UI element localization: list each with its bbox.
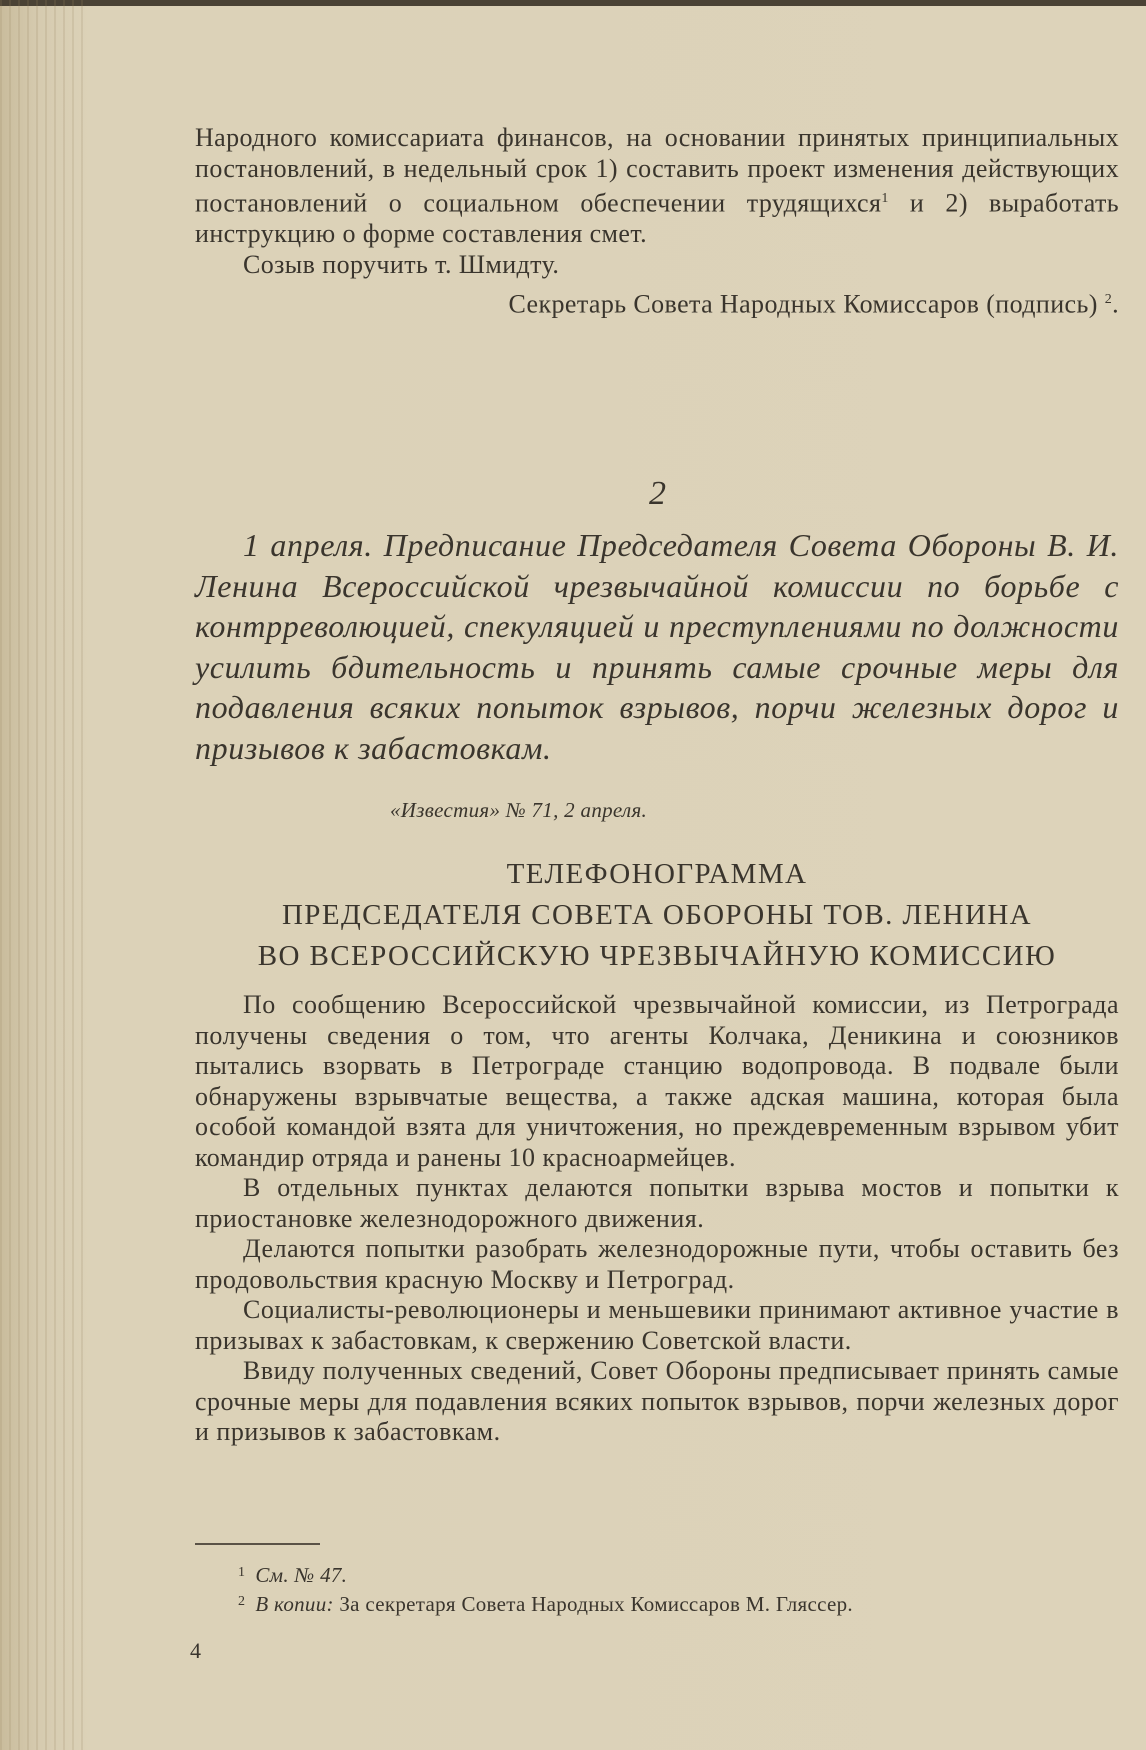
- signature-line: Секретарь Совета Народных Комиссаров (подпись) $^2$.: [508, 289, 1119, 319]
- document-title-line-2: ПРЕДСЕДАТЕЛЯ СОВЕТА ОБОРОНЫ ТОВ. ЛЕНИНА: [281, 899, 1033, 931]
- document-number: 2: [649, 475, 666, 512]
- footnote-mark: 1: [238, 1565, 246, 1580]
- document-title-line-3: ВО ВСЕРОССИЙСКУЮ ЧРЕЗВЫЧАЙНУЮ КОМИССИЮ: [257, 940, 1057, 972]
- body-paragraph: По сообщению Всероссийской чрезвычайной комиссии, из Петрограда получены сведения о том, что агенты Колчака, Деникина и союзников пытались взорвать в Петрограде станцию водопровода. В подвале были обнаружены взрывчатые вещества, а также адская машина, которая была особой командой взята для уничтожения, но преждевременным взрывом убит командир отряда и ранены 10 красноармейцев.: [195, 990, 1119, 1172]
- footnote-label: См. № 47.: [255, 1563, 348, 1587]
- page-number: 4: [190, 1638, 201, 1663]
- document-summary-block: [195, 525, 1119, 768]
- source-citation: «Известия» № 71, 2 апреля.: [390, 798, 648, 822]
- convocation-paragraph: Созыв поручить т. Шмидту.: [243, 249, 560, 279]
- body-paragraph: В отдельных пунктах делаются попытки взрыва мостов и попытки к приостановке железнодорожного движения.: [195, 1173, 1119, 1233]
- footnote-mark: 2: [238, 1594, 246, 1609]
- footnote-ref: 1: [881, 191, 889, 206]
- binding-margin: [0, 0, 90, 1750]
- top-edge: [0, 0, 1146, 6]
- body-paragraph: Социалисты-революционеры и меньшевики принимают активное участие в призывах к забастовкам, к свержению Советской власти.: [195, 1295, 1119, 1355]
- continuation-paragraph: Народного комиссариата финансов, на основании принятых принципиальных постановлений, в недельный срок 1) составить проект изменения действующих постановлений о социальном обеспечении трудящихся$^1$ и 2) выработать инструкцию о форме составления смет.: [195, 123, 1119, 249]
- footnote-ref: 2: [1104, 292, 1113, 308]
- telephonogram-body: [195, 990, 1119, 1448]
- document-title-line-1: ТЕЛЕФОНОГРАММА: [506, 858, 808, 890]
- body-paragraph: Ввиду полученных сведений, Совет Обороны предписывает принять самые срочные меры для подавления всяких попыток взрывов, порчи железных дорог и призывов к забастовкам.: [195, 1356, 1119, 1446]
- continuation-block: [195, 123, 1119, 320]
- document-summary: 1 апреля. Предписание Председателя Совета Обороны В. И. Ленина Всероссийской чрезвычайной комиссии по борьбе с контрреволюцией, спекуляцией и преступлениями по должности усилить бдительность и принять самые срочные меры для подавления всяких попыток взрывов, порчи железных дорог и призывов к забастовкам.: [195, 527, 1119, 766]
- footnote-text: За секретаря Совета Народных Комиссаров М. Гляссер.: [333, 1592, 853, 1616]
- body-paragraph: Делаются попытки разобрать железнодорожные пути, чтобы оставить без продовольствия красную Москву и Петроград.: [195, 1234, 1119, 1294]
- footnote-label: В копии:: [255, 1592, 334, 1616]
- footnote-2: [238, 1592, 853, 1617]
- footnote-1: [238, 1563, 347, 1588]
- footnote-divider: [195, 1543, 320, 1545]
